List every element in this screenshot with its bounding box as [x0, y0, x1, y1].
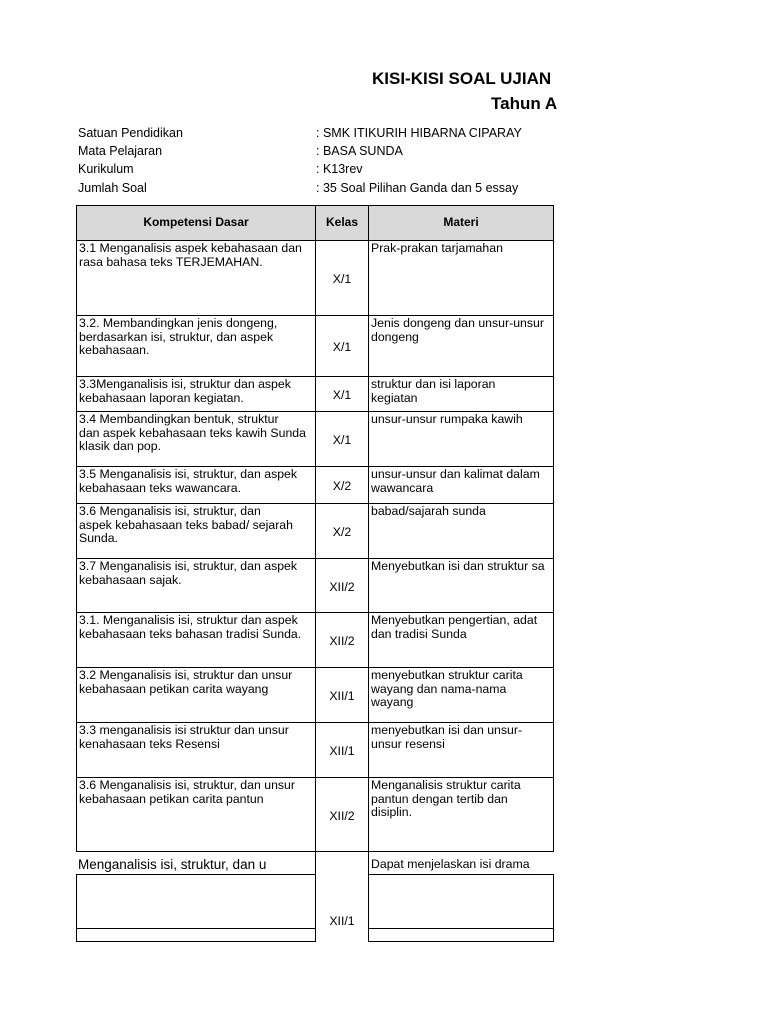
last-row-materi-box — [368, 874, 554, 929]
last-row-materi-box-lower — [368, 928, 554, 942]
row-kompetensi-dasar: 3.1. Menganalisis isi, struktur dan aspek kebahasaan teks bahasan tradisi Sunda. — [76, 612, 316, 668]
info-value: : SMK ITIKURIH HIBARNA CIPARAY — [316, 126, 522, 140]
last-row-kd-box-lower — [76, 928, 316, 942]
row-kompetensi-dasar: 3.5 Menganalisis isi, struktur, dan aspek kebahasaan teks wawancara. — [76, 466, 316, 504]
row-kelas-text: XII/1 — [329, 689, 355, 704]
row-kelas — [315, 503, 369, 559]
info-value: : K13rev — [316, 162, 363, 176]
row-materi: unsur-unsur rumpaka kawih — [368, 411, 554, 467]
last-row-kd-text: Menganalisis isi, struktur, dan u — [78, 857, 267, 872]
header-kompetensi-dasar: Kompetensi Dasar — [76, 205, 316, 241]
row-kelas — [315, 722, 369, 778]
row-materi: Menganalisis struktur carita pantun dengan tertib dan disiplin. — [368, 777, 554, 852]
document-subtitle-text: Tahun A — [491, 94, 558, 113]
row-kompetensi-dasar: 3.6 Menganalisis isi, struktur, dan unsur kebahasaan petikan carita pantun — [76, 777, 316, 852]
row-kelas-text: X/2 — [332, 525, 352, 540]
row-kelas — [315, 376, 369, 412]
row-kelas-text: XII/2 — [329, 808, 355, 823]
document-subtitle — [0, 94, 558, 118]
row-kompetensi-dasar: 3.3 menganalisis isi struktur dan unsur kenahasaan teks Resensi — [76, 722, 316, 778]
row-kelas — [315, 411, 369, 467]
last-row-kd-box — [76, 874, 316, 929]
document-title — [0, 69, 552, 91]
row-kelas-text: X/1 — [332, 340, 352, 355]
row-kompetensi-dasar: 3.2 Menganalisis isi, struktur dan unsur kebahasaan petikan carita wayang — [76, 667, 316, 723]
header-kelas: Kelas — [315, 205, 369, 241]
row-materi: menyebutkan struktur carita wayang dan nama-nama wayang — [368, 667, 554, 723]
header-materi: Materi — [368, 205, 554, 241]
row-materi: Menyebutkan pengertian, adat dan tradisi Sunda — [368, 612, 554, 668]
row-materi: unsur-unsur dan kalimat dalam wawancara — [368, 466, 554, 504]
row-materi: Jenis dongeng dan unsur-unsur dongeng — [368, 315, 554, 377]
info-label: Jumlah Soal — [78, 181, 147, 195]
last-row-materi-text: Dapat menjelaskan isi drama — [371, 857, 530, 871]
last-row-kelas — [315, 851, 369, 942]
row-kelas-text: X/1 — [332, 433, 352, 448]
row-kompetensi-dasar: 3.3Menganalisis isi, struktur dan aspek kebahasaan laporan kegiatan. — [76, 376, 316, 412]
info-label: Mata Pelajaran — [78, 144, 163, 158]
row-kelas-text: X/1 — [332, 272, 352, 287]
row-kelas — [315, 315, 369, 377]
row-kompetensi-dasar: 3.4 Membandingkan bentuk, struktur dan aspek kebahasaan teks kawih Sunda klasik dan pop. — [76, 411, 316, 467]
info-value: : BASA SUNDA — [316, 144, 403, 158]
row-kompetensi-dasar: 3.2. Membandingkan jenis dongeng, berdasarkan isi, struktur, dan aspek kebahasaan. — [76, 315, 316, 377]
row-materi: babad/sajarah sunda — [368, 503, 554, 559]
row-kelas — [315, 240, 369, 316]
row-kelas-text: XII/2 — [329, 634, 355, 649]
row-kelas — [315, 612, 369, 668]
row-kelas — [315, 667, 369, 723]
info-label: Kurikulum — [78, 162, 134, 176]
document-title-text: KISI-KISI SOAL UJIAN — [372, 69, 552, 88]
row-materi: Prak-prakan tarjamahan — [368, 240, 554, 316]
row-kompetensi-dasar: 3.1 Menganalisis aspek kebahasaan dan rasa bahasa teks TERJEMAHAN. — [76, 240, 316, 316]
row-kompetensi-dasar: 3.7 Menganalisis isi, struktur, dan aspek kebahasaan sajak. — [76, 558, 316, 613]
last-row-kelas-text: XII/1 — [329, 913, 355, 928]
row-kelas — [315, 466, 369, 504]
info-label: Satuan Pendidikan — [78, 126, 183, 140]
row-kelas-text: XII/2 — [329, 579, 355, 594]
row-materi: struktur dan isi laporan kegiatan — [368, 376, 554, 412]
row-kompetensi-dasar: 3.6 Menganalisis isi, struktur, dan aspek kebahasaan teks babad/ sejarah Sunda. — [76, 503, 316, 559]
row-kelas-text: XII/1 — [329, 744, 355, 759]
row-materi: menyebutkan isi dan unsur- unsur resensi — [368, 722, 554, 778]
row-kelas-text: X/2 — [332, 479, 352, 494]
info-value: : 35 Soal Pilihan Ganda dan 5 essay — [316, 181, 519, 195]
row-kelas-text: X/1 — [332, 388, 352, 403]
row-kelas — [315, 777, 369, 852]
row-materi: Menyebutkan isi dan struktur sa — [368, 558, 554, 613]
row-kelas — [315, 558, 369, 613]
